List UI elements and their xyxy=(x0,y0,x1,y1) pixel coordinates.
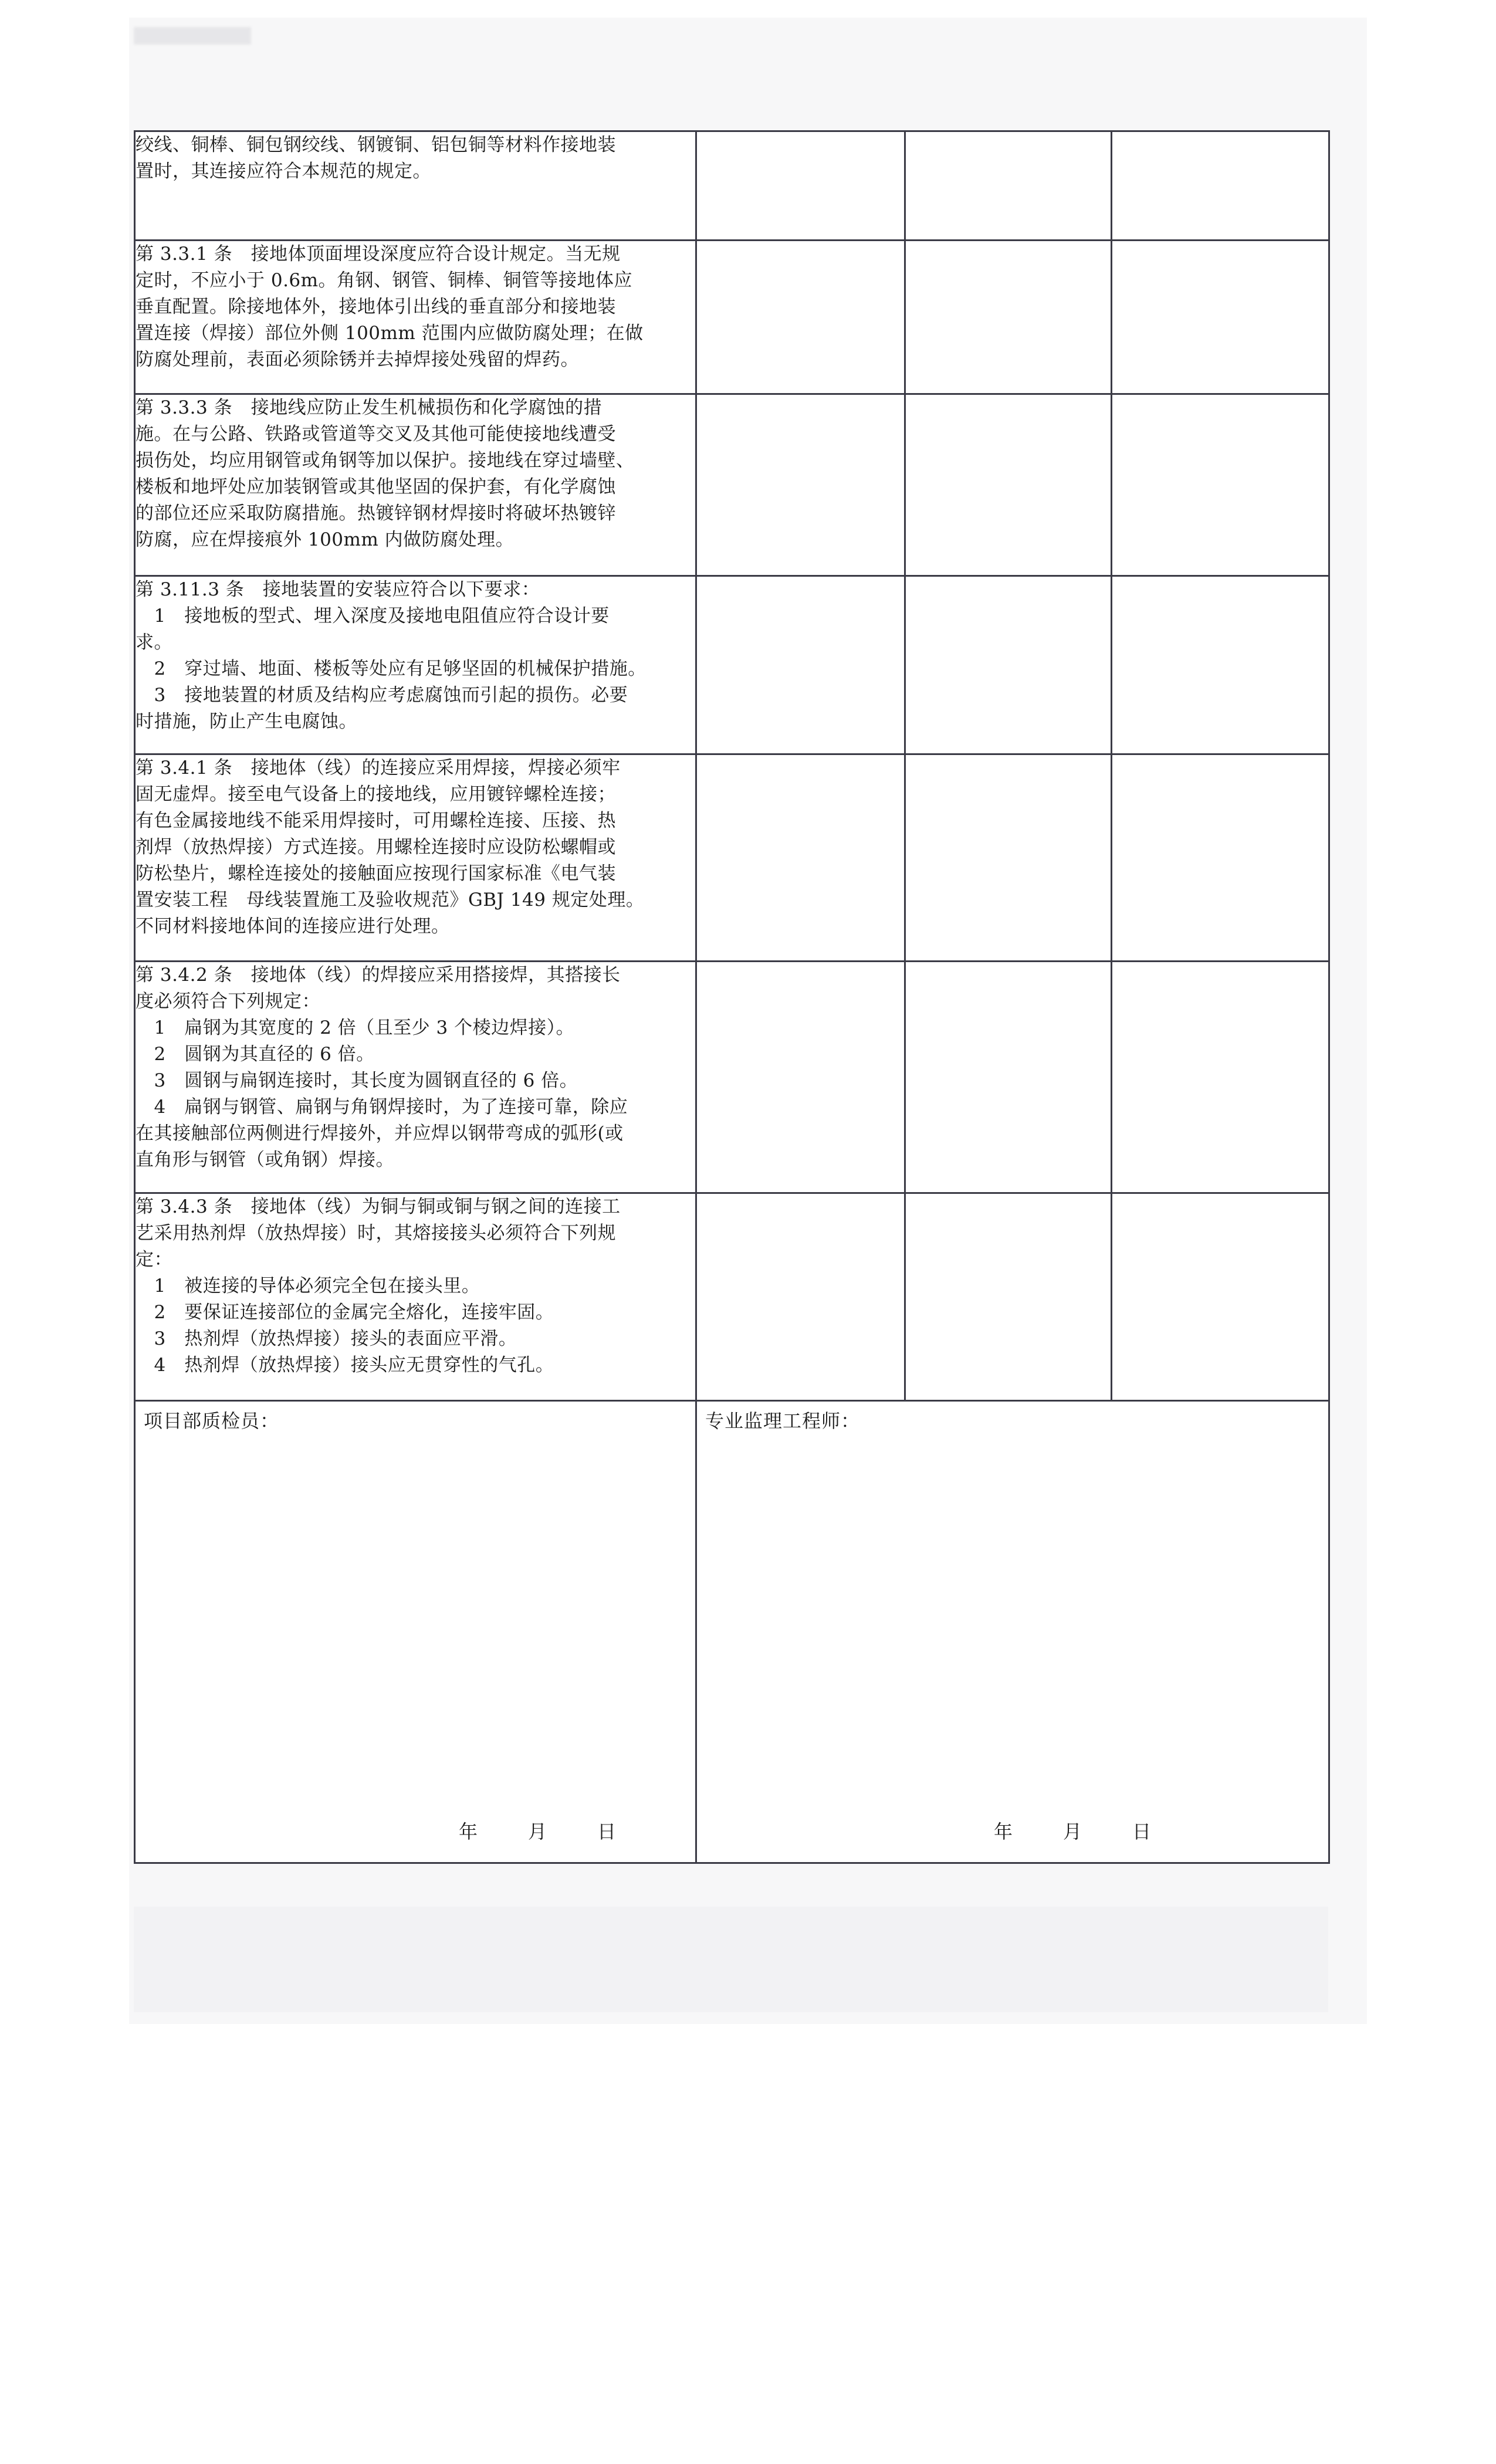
clause-line: 第 3.3.3 条 接地线应防止发生机械损伤和化学腐蚀的措 xyxy=(136,397,603,418)
check-result-cell[interactable] xyxy=(696,576,905,754)
clause-line: 度必须符合下列规定： xyxy=(136,991,320,1012)
supervisor-check-cell[interactable] xyxy=(1112,131,1329,241)
inspector-check-cell[interactable] xyxy=(905,576,1112,754)
clause-cell xyxy=(135,241,696,394)
clause-cell xyxy=(135,754,696,962)
supervisor-check-cell[interactable] xyxy=(1112,241,1329,394)
clause-line: 防腐，应在焊接痕外 100mm 内做防腐处理。 xyxy=(136,529,515,550)
supervisor-check-cell[interactable] xyxy=(1112,576,1329,754)
inspector-check-cell[interactable] xyxy=(905,1193,1112,1401)
table-row xyxy=(135,131,1329,241)
signature-row xyxy=(135,1401,1329,1863)
inspector-label: 项目部质检员： xyxy=(144,1410,280,1432)
clause-line: 2 要保证连接部位的金属完全熔化，连接牢固。 xyxy=(136,1302,554,1323)
inspector-check-cell[interactable] xyxy=(905,394,1112,576)
inspector-check-cell[interactable] xyxy=(905,241,1112,394)
clause-line: 时措施，防止产生电腐蚀。 xyxy=(136,711,357,732)
clause-line: 2 圆钢为其直径的 6 倍。 xyxy=(136,1044,375,1065)
inspector-year: 年 xyxy=(459,1820,478,1843)
clause-line: 防腐处理前，表面必须除锈并去掉焊接处残留的焊药。 xyxy=(136,349,579,370)
clause-line: 3 热剂焊（放热焊接）接头的表面应平滑。 xyxy=(136,1328,517,1349)
check-result-cell[interactable] xyxy=(696,241,905,394)
clause-line: 的部位还应采取防腐措施。热镀锌钢材焊接时将破坏热镀锌 xyxy=(136,503,616,524)
supervisor-check-cell[interactable] xyxy=(1112,1193,1329,1401)
table-row xyxy=(135,241,1329,394)
check-result-cell[interactable] xyxy=(696,962,905,1193)
clause-line: 2 穿过墙、地面、楼板等处应有足够坚固的机械保护措施。 xyxy=(136,658,647,679)
supervisor-check-cell[interactable] xyxy=(1112,394,1329,576)
clause-line: 固无虚焊。接至电气设备上的接地线，应用镀锌螺栓连接； xyxy=(136,784,616,805)
inspector-signature-cell xyxy=(135,1401,696,1863)
inspector-check-cell[interactable] xyxy=(905,754,1112,962)
clause-line: 在其接触部位两侧进行焊接外，并应焊以钢带弯成的弧形(或 xyxy=(136,1123,624,1144)
supervisor-label: 专业监理工程师： xyxy=(705,1410,861,1432)
clause-line: 定： xyxy=(136,1249,172,1270)
clause-cell xyxy=(135,576,696,754)
clause-line: 4 扁钢与钢管、扁钢与角钢焊接时，为了连接可靠，除应 xyxy=(136,1096,628,1118)
check-result-cell[interactable] xyxy=(696,754,905,962)
inspector-date xyxy=(459,1817,616,1844)
clause-line: 置时，其连接应符合本规范的规定。 xyxy=(136,161,431,182)
inspector-day: 日 xyxy=(597,1820,617,1843)
table-row xyxy=(135,576,1329,754)
clause-line: 第 3.3.1 条 接地体顶面埋设深度应符合设计规定。当无规 xyxy=(136,243,621,265)
inspector-check-cell[interactable] xyxy=(905,131,1112,241)
clause-cell xyxy=(135,131,696,241)
clause-line: 第 3.11.3 条 接地装置的安装应符合以下要求： xyxy=(136,579,540,600)
faded-header-mark xyxy=(134,27,251,45)
clause-line: 1 被连接的导体必须完全包在接头里。 xyxy=(136,1275,480,1297)
clause-line: 楼板和地坪处应加装钢管或其他坚固的保护套，有化学腐蚀 xyxy=(136,476,616,497)
supervisor-signature-cell xyxy=(696,1401,1329,1863)
clause-line: 艺采用热剂焊（放热焊接）时，其熔接接头必须符合下列规 xyxy=(136,1223,616,1244)
supervisor-day: 日 xyxy=(1132,1820,1152,1843)
clause-line: 第 3.4.3 条 接地体（线）为铜与铜或铜与钢之间的连接工 xyxy=(136,1196,621,1217)
supervisor-check-cell[interactable] xyxy=(1112,754,1329,962)
supervisor-date xyxy=(994,1817,1151,1844)
clause-line: 3 圆钢与扁钢连接时，其长度为圆钢直径的 6 倍。 xyxy=(136,1070,578,1091)
clause-line: 损伤处，均应用钢管或角钢等加以保护。接地线在穿过墙壁、 xyxy=(136,450,635,471)
inspection-table xyxy=(134,130,1330,1864)
check-result-cell[interactable] xyxy=(696,394,905,576)
clause-line: 第 3.4.1 条 接地体（线）的连接应采用焊接，焊接必须牢 xyxy=(136,757,621,779)
clause-line: 防松垫片，螺栓连接处的接触面应按现行国家标准《电气装 xyxy=(136,863,616,884)
clause-line: 施。在与公路、铁路或管道等交叉及其他可能使接地线遭受 xyxy=(136,424,616,445)
clause-line: 3 接地装置的材质及结构应考虑腐蚀而引起的损伤。必要 xyxy=(136,685,628,706)
clause-line: 1 扁钢为其宽度的 2 倍（且至少 3 个棱边焊接）。 xyxy=(136,1017,575,1038)
clause-line: 第 3.4.2 条 接地体（线）的焊接应采用搭接焊，其搭接长 xyxy=(136,964,621,986)
check-result-cell[interactable] xyxy=(696,131,905,241)
bleed-through-area xyxy=(134,1907,1328,2012)
inspection-table-body xyxy=(135,131,1329,1863)
table-row xyxy=(135,962,1329,1193)
clause-cell xyxy=(135,394,696,576)
clause-cell xyxy=(135,962,696,1193)
supervisor-year: 年 xyxy=(994,1820,1013,1843)
check-result-cell[interactable] xyxy=(696,1193,905,1401)
clause-line: 不同材料接地体间的连接应进行处理。 xyxy=(136,916,450,937)
clause-line: 置连接（焊接）部位外侧 100mm 范围内应做防腐处理；在做 xyxy=(136,323,644,344)
table-row xyxy=(135,1193,1329,1401)
inspector-month: 月 xyxy=(528,1820,547,1843)
clause-line: 垂直配置。除接地体外，接地体引出线的垂直部分和接地装 xyxy=(136,296,616,317)
table-row xyxy=(135,394,1329,576)
inspector-check-cell[interactable] xyxy=(905,962,1112,1193)
clause-line: 直角形与钢管（或角钢）焊接。 xyxy=(136,1149,394,1170)
supervisor-month: 月 xyxy=(1063,1820,1082,1843)
clause-line: 置安装工程 母线装置施工及验收规范》GBJ 149 规定处理。 xyxy=(136,889,645,911)
clause-line: 剂焊（放热焊接）方式连接。用螺栓连接时应设防松螺帽或 xyxy=(136,837,616,858)
clause-line: 1 接地板的型式、埋入深度及接地电阻值应符合设计要 xyxy=(136,605,610,627)
clause-line: 绞线、铜棒、铜包钢绞线、钢镀铜、铝包铜等材料作接地装 xyxy=(136,134,616,155)
clause-line: 求。 xyxy=(136,632,172,653)
clause-line: 4 热剂焊（放热焊接）接头应无贯穿性的气孔。 xyxy=(136,1355,554,1376)
clause-line: 定时，不应小于 0.6m。角钢、钢管、铜棒、铜管等接地体应 xyxy=(136,270,633,291)
table-row xyxy=(135,754,1329,962)
clause-cell xyxy=(135,1193,696,1401)
clause-line: 有色金属接地线不能采用焊接时，可用螺栓连接、压接、热 xyxy=(136,810,616,831)
supervisor-check-cell[interactable] xyxy=(1112,962,1329,1193)
